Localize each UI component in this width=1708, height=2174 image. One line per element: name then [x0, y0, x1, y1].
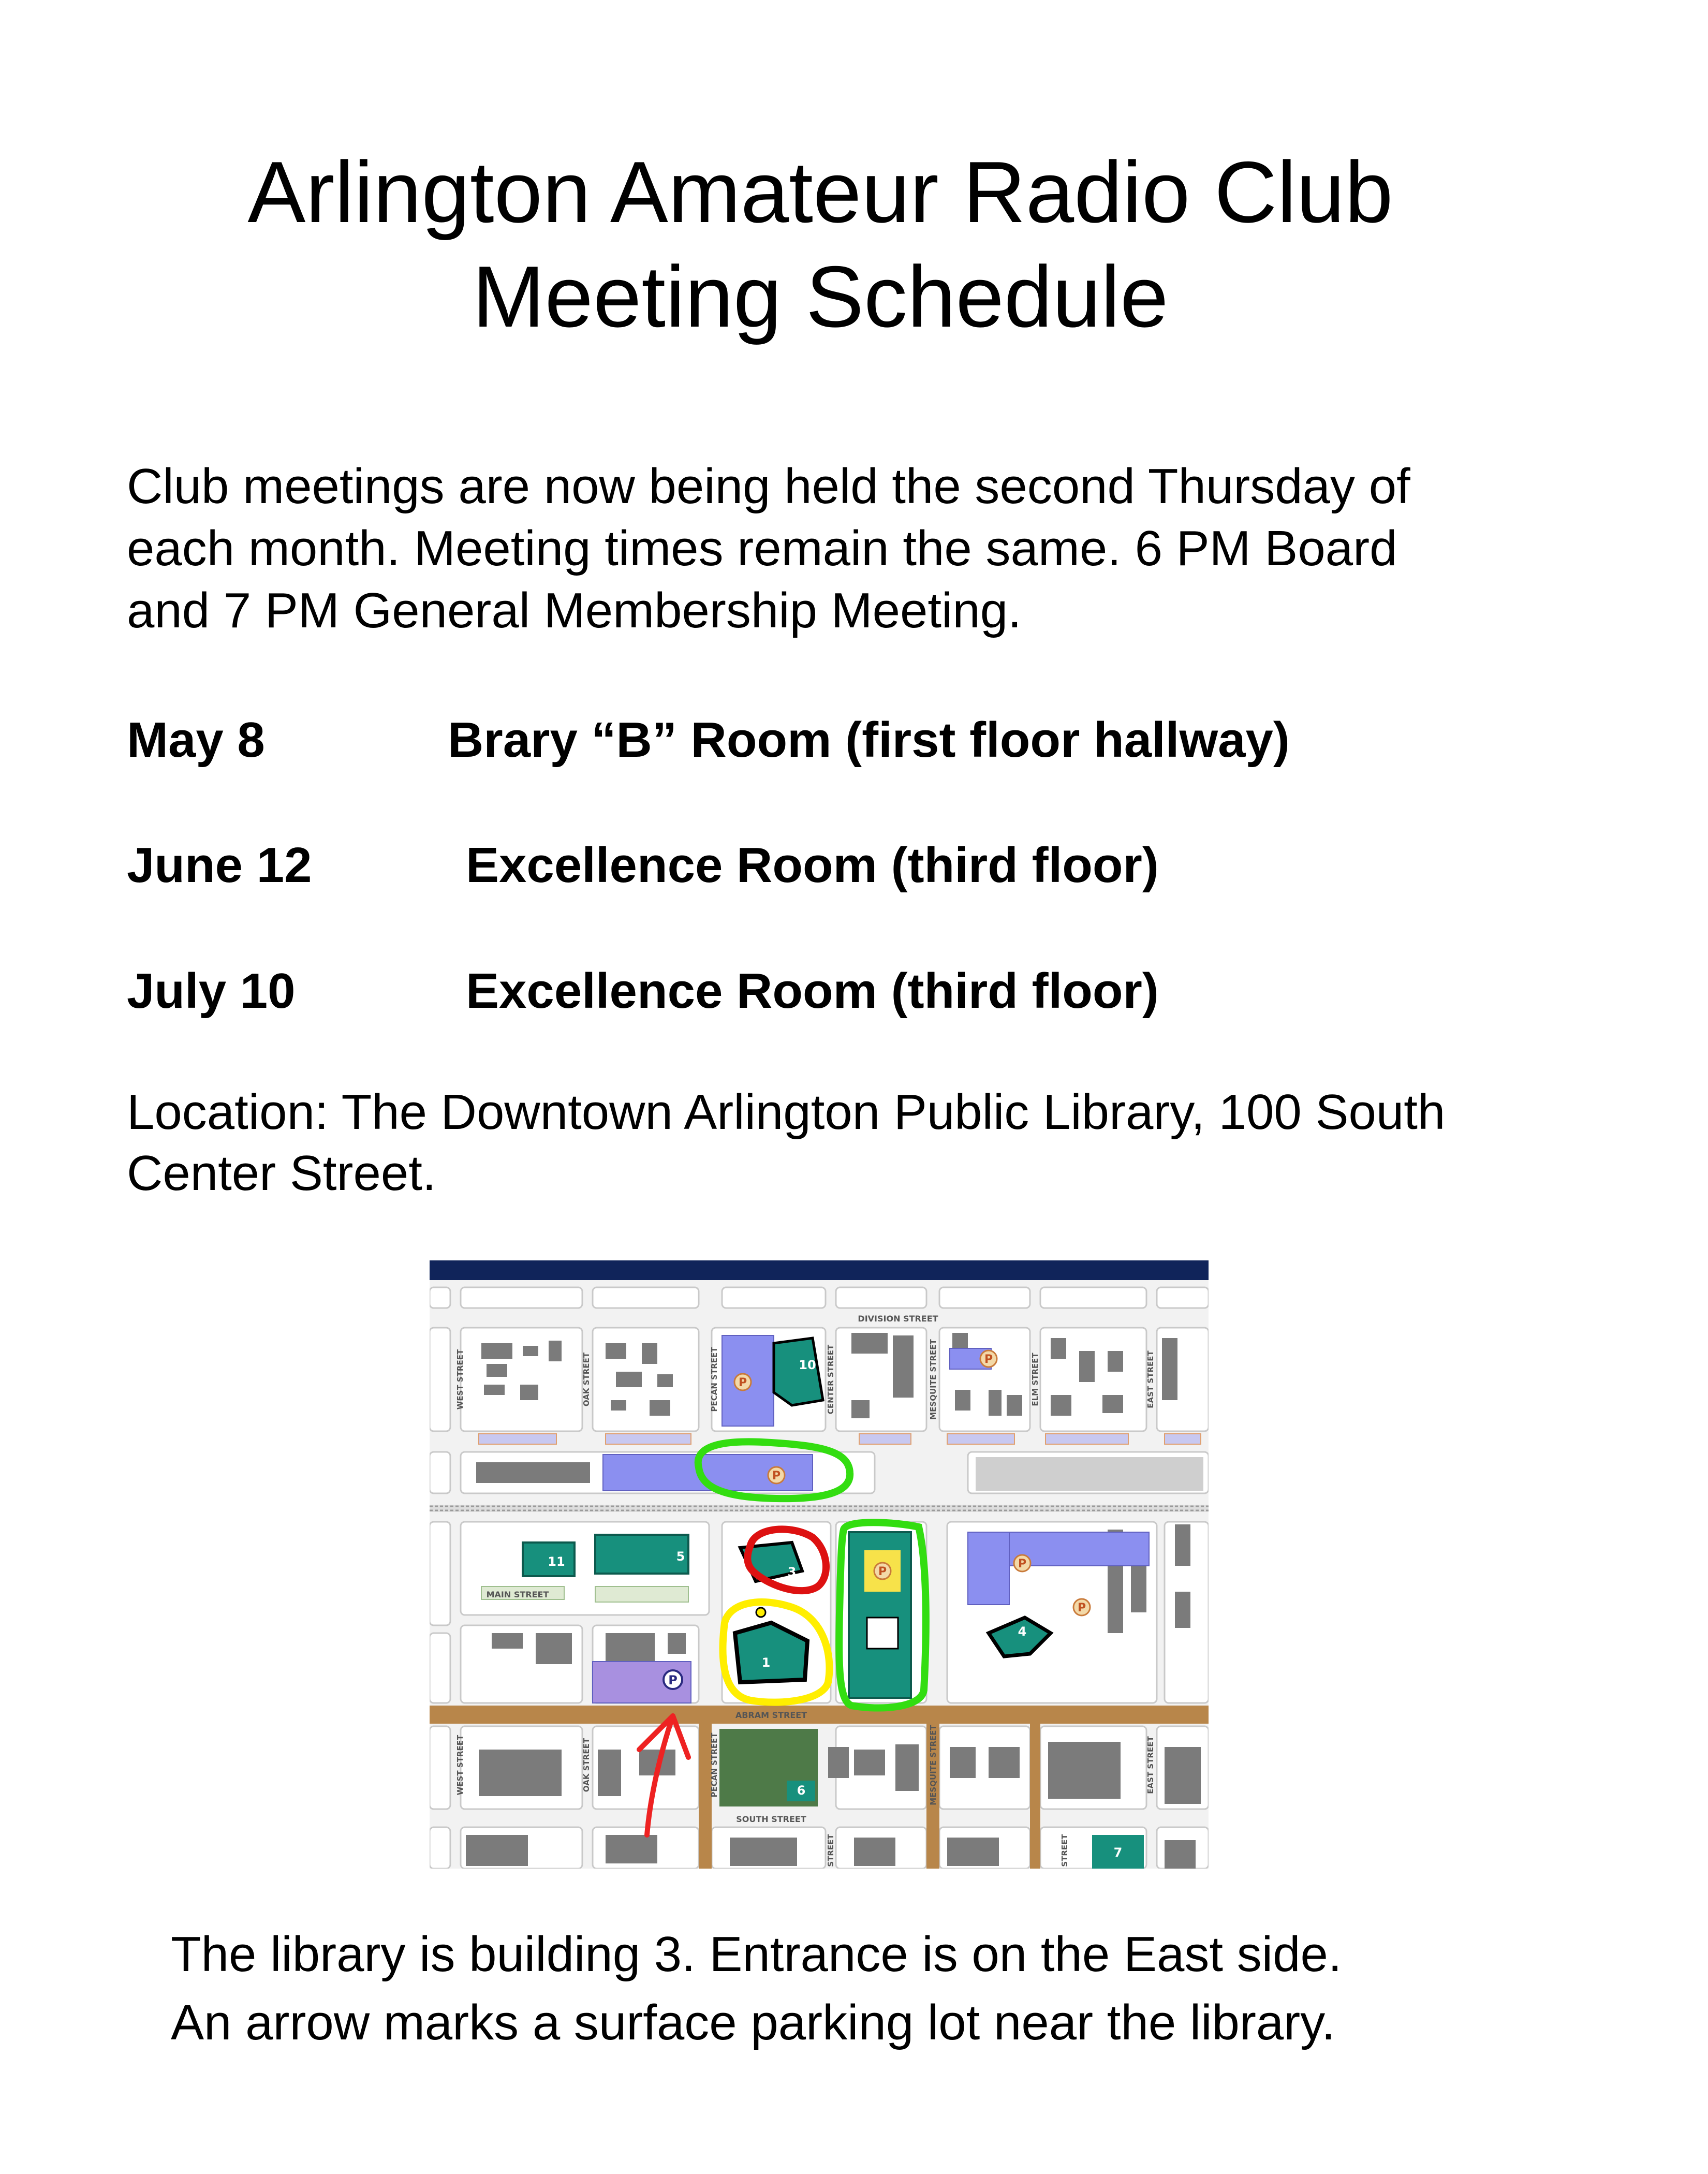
street-label: WEST STREET	[455, 1735, 465, 1796]
abram-street-road	[430, 1706, 1209, 1724]
street-label: STREET	[826, 1834, 835, 1867]
building-number: 6	[797, 1783, 806, 1798]
schedule-date: May 8	[127, 712, 265, 768]
street-label: PECAN STREET	[710, 1347, 719, 1412]
street-label: ABRAM STREET	[735, 1710, 807, 1720]
street-label: EAST STREET	[1146, 1350, 1155, 1408]
schedule-room: Excellence Room (third floor)	[466, 963, 1159, 1019]
street-label: SOUTH STREET	[736, 1814, 806, 1824]
street-label: MAIN STREET	[486, 1590, 549, 1599]
parking-letter: P	[1018, 1558, 1027, 1570]
schedule-room: Excellence Room (third floor)	[466, 838, 1159, 893]
map-caption	[171, 1920, 1672, 2057]
title-line-1: Arlington Amateur Radio Club	[247, 143, 1393, 241]
street-label: STREET	[1060, 1834, 1069, 1867]
parking-letter: P	[738, 1376, 747, 1389]
street-label: ELM STREET	[1030, 1353, 1040, 1406]
intro-paragraph	[127, 456, 1550, 642]
street-label: OAK STREET	[582, 1738, 591, 1793]
caption-line-1: The library is building 3. Entrance is on the East side.	[171, 1927, 1342, 1982]
street-label: EAST STREET	[1146, 1736, 1155, 1794]
parking-letter: P	[1077, 1602, 1086, 1614]
building-5	[595, 1535, 688, 1574]
building-number: 7	[1113, 1845, 1123, 1860]
building-number: 1	[761, 1655, 771, 1670]
street-label: CENTER STREET	[826, 1344, 835, 1415]
location-line-2: Center Street.	[127, 1145, 436, 1201]
caption-line-2: An arrow marks a surface parking lot near the library.	[171, 1995, 1335, 2050]
parking-letter: P	[668, 1673, 678, 1687]
page-title	[0, 140, 1641, 349]
parking-letter: P	[772, 1470, 781, 1482]
intro-line-2: each month. Meeting times remain the same. 6 PM Board	[127, 521, 1397, 576]
street-label: MESQUITE STREET	[929, 1725, 938, 1805]
building-number: 11	[548, 1554, 565, 1569]
intro-line-1: Club meetings are now being held the second Thursday of	[127, 459, 1410, 514]
building-number: 3	[787, 1565, 797, 1579]
downtown-map	[430, 1260, 1209, 1869]
street-label: DIVISION STREET	[858, 1314, 938, 1324]
map-header-bar	[430, 1260, 1209, 1280]
schedule-date: June 12	[127, 838, 312, 893]
schedule-room: Brary “B” Room (first floor hallway)	[448, 712, 1290, 768]
street-label: OAK STREET	[582, 1352, 591, 1407]
street-label: MESQUITE STREET	[929, 1339, 938, 1420]
building-number: 4	[1018, 1624, 1027, 1639]
building-number: 2	[875, 1627, 885, 1641]
street-label: WEST STREET	[455, 1349, 465, 1410]
parking-letter: P	[984, 1353, 993, 1366]
title-line-2: Meeting Schedule	[472, 248, 1169, 345]
location-text	[127, 1082, 1576, 1204]
location-line-1: Location: The Downtown Arlington Public Library, 100 South	[127, 1084, 1446, 1140]
building-number: 10	[799, 1358, 816, 1372]
building-number: 5	[676, 1549, 685, 1564]
schedule-date: July 10	[127, 963, 296, 1019]
street-label: PECAN STREET	[710, 1732, 719, 1798]
parking-letter: P	[878, 1565, 887, 1578]
intro-line-3: and 7 PM General Membership Meeting.	[127, 583, 1022, 638]
